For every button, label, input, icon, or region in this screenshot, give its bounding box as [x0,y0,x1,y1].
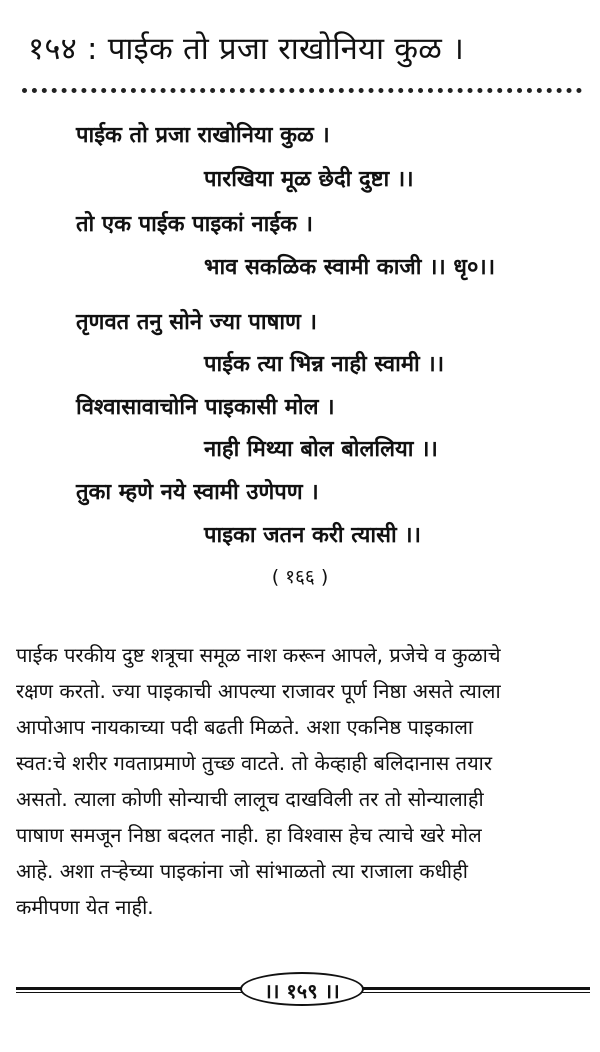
verse-line: तो एक पाईक पाइकां नाईक । [76,212,314,237]
verse-number: ( १६६ ) [271,566,329,588]
verse-line: पाईक तो प्रजा राखोनिया कुळ । [76,123,330,148]
page-footer [16,972,590,1008]
verse-line: पाइका जतन करी त्यासी ।। [204,523,421,548]
footer-rule-right [362,987,590,993]
verse-line: तुका म्हणे नये स्वामी उणेपण । [76,480,319,505]
section-heading: १५४ : पाईक तो प्रजा राखोनिया कुळ । [28,31,465,67]
page-number: ।। १५९ ।। [240,972,364,1006]
verse-line: भाव सकळिक स्वामी काजी ।। धृ०।। [204,255,496,280]
verse-line: तृणवत तनु सोने ज्या पाषाण । [76,310,317,335]
commentary-line: स्वत:चे शरीर गवताप्रमाणे तुच्छ वाटते. तो केव्हाही बलिदानास तयार [16,751,493,775]
verse-line: पाईक त्या भिन्न नाही स्वामी ।। [204,352,445,377]
commentary-line: आपोआप नायकाच्या पदी बढती मिळते. अशा एकनिष्ठ पाइकाला [16,715,474,739]
commentary-line: रक्षण करतो. ज्या पाइकाची आपल्या राजावर पूर्ण निष्ठा असते त्याला [16,679,501,703]
verse-line: नाही मिथ्या बोल बोललिया ।। [204,437,438,462]
verse-line: पारखिया मूळ छेदी दुष्टा ।। [204,167,414,192]
commentary-line: पाषाण समजून निष्ठा बदलत नाही. हा विश्वास हेच त्याचे खरे मोल [16,823,482,847]
commentary-line: असतो. त्याला कोणी सोन्याची लालूच दाखविली तर तो सोन्यालाही [16,787,484,811]
commentary-line: कमीपणा येत नाही. [16,895,154,919]
commentary-line: पाईक परकीय दुष्ट शत्रूचा समूळ नाश करून आपले, प्रजेचे व कुळाचे [16,643,501,667]
verse-line: विश्वासावाचोनि पाइकासी मोल । [76,395,335,420]
dotted-divider [22,88,582,93]
footer-rule-left [16,987,242,993]
commentary-line: आहे. अशा तऱ्हेच्या पाइकांना जो सांभाळतो त्या राजाला कधीही [16,859,468,883]
